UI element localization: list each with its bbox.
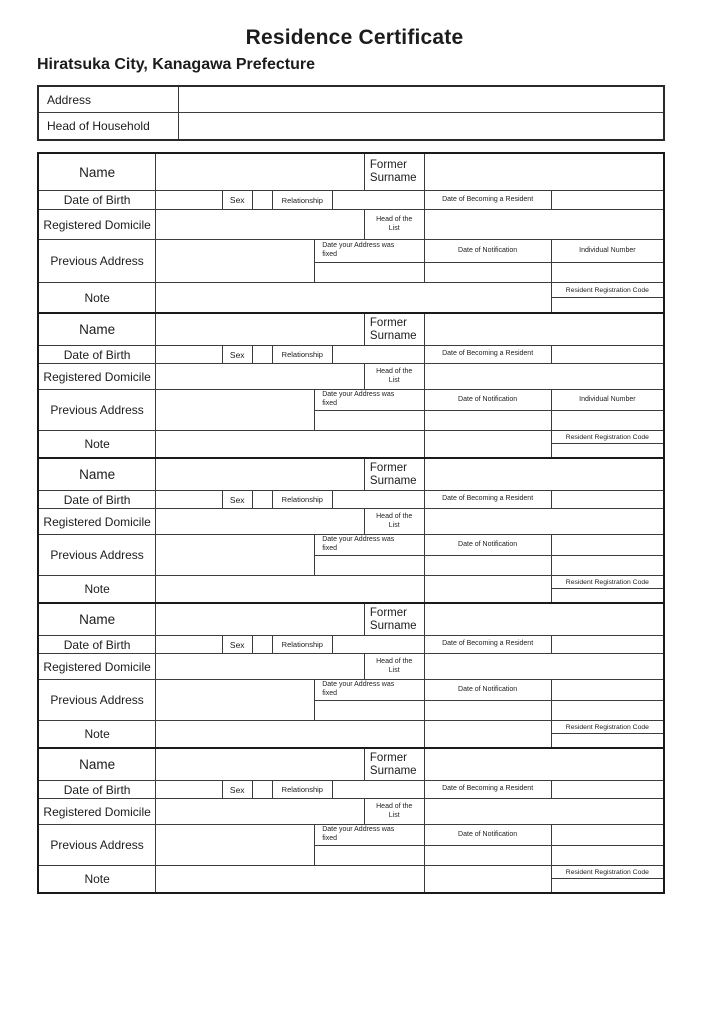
sex-label: Sex	[223, 636, 253, 653]
relationship-value-cell	[333, 491, 424, 508]
date-of-birth-row	[39, 491, 663, 509]
previous-address-label: Previous Address	[39, 535, 156, 575]
relationship-value-cell	[333, 346, 424, 363]
former-surname-label: Former Surname	[365, 604, 425, 635]
registered-domicile-row	[39, 364, 663, 390]
date-of-birth-row	[39, 636, 663, 654]
sex-label: Sex	[223, 346, 253, 363]
individual-number-value-cell	[552, 701, 663, 720]
sex-label: Sex	[223, 781, 253, 798]
resident-registration-code-column	[552, 431, 663, 457]
name-value-cell	[156, 314, 365, 345]
sex-value-cell	[253, 781, 273, 798]
sex-value-cell	[253, 191, 273, 209]
date-of-notification-value-cell	[425, 846, 551, 865]
date-address-fixed-value-cell	[315, 846, 423, 865]
relationship-label: Relationship	[273, 636, 334, 653]
page-subtitle: Hiratsuka City, Kanagawa Prefecture	[37, 56, 316, 73]
previous-address-row	[39, 680, 663, 721]
individual-number-column	[552, 240, 663, 282]
date-address-fixed-value-cell	[315, 263, 423, 282]
name-label: Name	[39, 749, 156, 780]
address-fixed-column	[315, 680, 424, 720]
individual-number-column	[552, 535, 663, 575]
registered-domicile-label: Registered Domicile	[39, 364, 156, 389]
head-of-household-value-cell	[179, 113, 663, 139]
date-of-birth-label: Date of Birth	[39, 346, 156, 363]
previous-address-row	[39, 535, 663, 576]
resident-records-table	[37, 152, 665, 894]
registered-domicile-value-cell	[156, 509, 365, 534]
date-of-becoming-resident-label: Date of Becoming a Resident	[425, 491, 552, 508]
relationship-label: Relationship	[273, 191, 334, 209]
date-of-birth-value-cell	[156, 781, 223, 798]
date-of-becoming-resident-value-cell	[552, 781, 663, 798]
sex-label: Sex	[223, 191, 253, 209]
head-of-list-value-cell	[425, 364, 663, 389]
head-of-list-label: Head of the List	[365, 364, 425, 389]
resident-registration-code-label: Resident Registration Code	[552, 283, 663, 298]
resident-record	[37, 602, 665, 749]
notification-column	[425, 535, 552, 575]
registered-domicile-label: Registered Domicile	[39, 210, 156, 239]
registered-domicile-row	[39, 799, 663, 825]
relationship-label: Relationship	[273, 491, 334, 508]
individual-number-label	[552, 535, 663, 556]
note-value-cell	[156, 283, 424, 312]
relationship-label: Relationship	[273, 781, 334, 798]
resident-registration-code-label: Resident Registration Code	[552, 431, 663, 444]
registered-domicile-value-cell	[156, 654, 365, 679]
relationship-label: Relationship	[273, 346, 334, 363]
date-of-birth-value-cell	[156, 491, 223, 508]
date-of-notification-value-cell	[425, 263, 551, 282]
former-surname-label: Former Surname	[365, 459, 425, 490]
date-of-birth-row	[39, 346, 663, 364]
resident-registration-code-value-cell	[552, 298, 663, 312]
notification-column	[425, 240, 552, 282]
individual-number-label	[552, 680, 663, 701]
date-of-notification-value-cell	[425, 556, 551, 575]
resident-registration-code-value-cell	[552, 589, 663, 602]
household-table	[37, 85, 665, 141]
date-of-becoming-resident-label: Date of Becoming a Resident	[425, 781, 552, 798]
resident-registration-code-column	[552, 283, 663, 312]
former-surname-value-cell	[425, 459, 663, 490]
individual-number-label: Individual Number	[552, 390, 663, 411]
note-secondary-cell	[425, 721, 552, 747]
former-surname-label: Former Surname	[365, 749, 425, 780]
head-of-household-label: Head of Household	[39, 113, 179, 139]
previous-address-value-cell	[156, 825, 315, 865]
name-value-cell	[156, 459, 365, 490]
sex-value-cell	[253, 491, 273, 508]
previous-address-value-cell	[156, 680, 315, 720]
note-value-cell	[156, 866, 424, 892]
note-value-cell	[156, 576, 424, 602]
head-of-list-value-cell	[425, 210, 663, 239]
address-value-cell	[179, 87, 663, 112]
date-of-notification-label: Date of Notification	[425, 535, 551, 556]
date-of-notification-value-cell	[425, 411, 551, 430]
note-secondary-cell	[425, 866, 552, 892]
note-value-cell	[156, 431, 424, 457]
note-row	[39, 866, 663, 892]
previous-address-row	[39, 825, 663, 866]
head-of-list-label: Head of the List	[365, 210, 425, 239]
name-row	[39, 459, 663, 491]
sex-value-cell	[253, 636, 273, 653]
registered-domicile-value-cell	[156, 210, 365, 239]
resident-registration-code-column	[552, 576, 663, 602]
head-of-list-value-cell	[425, 509, 663, 534]
head-of-list-value-cell	[425, 654, 663, 679]
name-row	[39, 314, 663, 346]
note-label: Note	[39, 283, 156, 312]
registered-domicile-row	[39, 509, 663, 535]
name-row	[39, 154, 663, 191]
date-address-fixed-value-cell	[315, 556, 423, 575]
date-of-birth-value-cell	[156, 346, 223, 363]
address-fixed-column	[315, 240, 424, 282]
head-of-list-label: Head of the List	[365, 509, 425, 534]
note-row	[39, 576, 663, 602]
note-label: Note	[39, 576, 156, 602]
resident-registration-code-value-cell	[552, 734, 663, 747]
date-of-notification-label: Date of Notification	[425, 390, 551, 411]
date-of-becoming-resident-label: Date of Becoming a Resident	[425, 346, 552, 363]
date-of-notification-label: Date of Notification	[425, 680, 551, 701]
resident-registration-code-column	[552, 721, 663, 747]
date-of-birth-label: Date of Birth	[39, 491, 156, 508]
relationship-value-cell	[333, 636, 424, 653]
resident-registration-code-label: Resident Registration Code	[552, 576, 663, 589]
registered-domicile-row	[39, 654, 663, 680]
registered-domicile-value-cell	[156, 364, 365, 389]
date-of-birth-label: Date of Birth	[39, 191, 156, 209]
date-of-notification-value-cell	[425, 701, 551, 720]
name-value-cell	[156, 604, 365, 635]
former-surname-value-cell	[425, 154, 663, 190]
sex-value-cell	[253, 346, 273, 363]
resident-registration-code-value-cell	[552, 879, 663, 892]
individual-number-column	[552, 825, 663, 865]
date-address-fixed-value-cell	[315, 411, 423, 430]
resident-registration-code-label: Resident Registration Code	[552, 866, 663, 879]
name-label: Name	[39, 154, 156, 190]
name-label: Name	[39, 314, 156, 345]
resident-registration-code-value-cell	[552, 444, 663, 457]
note-row	[39, 283, 663, 312]
individual-number-label	[552, 825, 663, 846]
resident-record	[37, 152, 665, 314]
notification-column	[425, 390, 552, 430]
address-fixed-column	[315, 535, 424, 575]
sex-label: Sex	[223, 491, 253, 508]
previous-address-value-cell	[156, 535, 315, 575]
note-secondary-cell	[425, 431, 552, 457]
note-label: Note	[39, 431, 156, 457]
previous-address-row	[39, 390, 663, 431]
name-label: Name	[39, 459, 156, 490]
date-of-notification-label: Date of Notification	[425, 825, 551, 846]
note-secondary-cell	[425, 283, 552, 312]
page-title: Residence Certificate	[245, 26, 464, 49]
date-address-fixed-label: Date your Address was fixed	[315, 240, 423, 263]
date-address-fixed-value-cell	[315, 701, 423, 720]
former-surname-value-cell	[425, 314, 663, 345]
date-of-becoming-resident-label: Date of Becoming a Resident	[425, 636, 552, 653]
resident-record	[37, 747, 665, 894]
name-value-cell	[156, 749, 365, 780]
date-of-becoming-resident-label: Date of Becoming a Resident	[425, 191, 552, 209]
previous-address-row	[39, 240, 663, 283]
date-of-becoming-resident-value-cell	[552, 491, 663, 508]
note-label: Note	[39, 721, 156, 747]
note-value-cell	[156, 721, 424, 747]
former-surname-label: Former Surname	[365, 154, 425, 190]
note-label: Note	[39, 866, 156, 892]
individual-number-value-cell	[552, 556, 663, 575]
previous-address-label: Previous Address	[39, 240, 156, 282]
previous-address-value-cell	[156, 390, 315, 430]
former-surname-value-cell	[425, 604, 663, 635]
name-row	[39, 604, 663, 636]
individual-number-value-cell	[552, 846, 663, 865]
address-row	[39, 87, 663, 113]
name-row	[39, 749, 663, 781]
name-value-cell	[156, 154, 365, 190]
date-of-birth-value-cell	[156, 191, 223, 209]
previous-address-label: Previous Address	[39, 680, 156, 720]
head-of-list-label: Head of the List	[365, 799, 425, 824]
individual-number-column	[552, 390, 663, 430]
relationship-value-cell	[333, 781, 424, 798]
head-of-household-row	[39, 113, 663, 139]
individual-number-column	[552, 680, 663, 720]
address-label: Address	[39, 87, 179, 112]
note-secondary-cell	[425, 576, 552, 602]
relationship-value-cell	[333, 191, 424, 209]
registered-domicile-label: Registered Domicile	[39, 509, 156, 534]
registered-domicile-row	[39, 210, 663, 240]
resident-registration-code-label: Resident Registration Code	[552, 721, 663, 734]
date-address-fixed-label: Date your Address was fixed	[315, 390, 423, 411]
note-row	[39, 721, 663, 747]
individual-number-label: Individual Number	[552, 240, 663, 263]
address-fixed-column	[315, 390, 424, 430]
date-of-birth-row	[39, 781, 663, 799]
resident-record	[37, 312, 665, 459]
resident-registration-code-column	[552, 866, 663, 892]
previous-address-label: Previous Address	[39, 390, 156, 430]
previous-address-value-cell	[156, 240, 315, 282]
former-surname-value-cell	[425, 749, 663, 780]
date-address-fixed-label: Date your Address was fixed	[315, 535, 423, 556]
date-of-birth-row	[39, 191, 663, 210]
date-of-becoming-resident-value-cell	[552, 191, 663, 209]
head-of-list-label: Head of the List	[365, 654, 425, 679]
date-of-birth-label: Date of Birth	[39, 781, 156, 798]
notification-column	[425, 825, 552, 865]
name-label: Name	[39, 604, 156, 635]
date-of-becoming-resident-value-cell	[552, 346, 663, 363]
registered-domicile-label: Registered Domicile	[39, 799, 156, 824]
notification-column	[425, 680, 552, 720]
previous-address-label: Previous Address	[39, 825, 156, 865]
date-of-birth-label: Date of Birth	[39, 636, 156, 653]
date-of-becoming-resident-value-cell	[552, 636, 663, 653]
individual-number-value-cell	[552, 263, 663, 282]
head-of-list-value-cell	[425, 799, 663, 824]
date-of-notification-label: Date of Notification	[425, 240, 551, 263]
address-fixed-column	[315, 825, 424, 865]
registered-domicile-value-cell	[156, 799, 365, 824]
date-address-fixed-label: Date your Address was fixed	[315, 680, 423, 701]
date-of-birth-value-cell	[156, 636, 223, 653]
date-address-fixed-label: Date your Address was fixed	[315, 825, 423, 846]
former-surname-label: Former Surname	[365, 314, 425, 345]
individual-number-value-cell	[552, 411, 663, 430]
resident-record	[37, 457, 665, 604]
note-row	[39, 431, 663, 457]
registered-domicile-label: Registered Domicile	[39, 654, 156, 679]
